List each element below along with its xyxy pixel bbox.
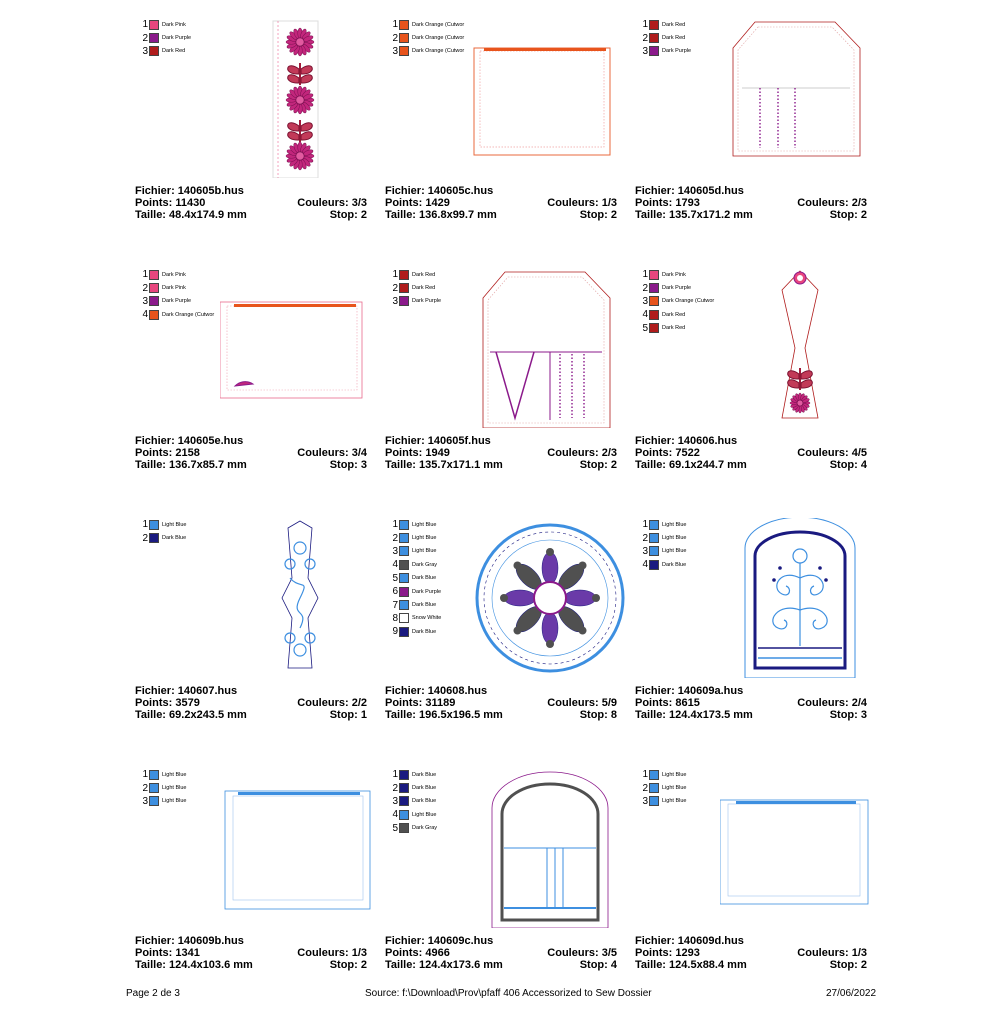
design-size: Taille: 69.2x243.5 mm bbox=[135, 708, 247, 721]
stitch-count: Points: 31189 bbox=[385, 696, 456, 709]
design-preview bbox=[720, 518, 880, 678]
color-swatch bbox=[649, 270, 659, 280]
color-number: 5 bbox=[642, 322, 648, 334]
design-cell bbox=[135, 768, 380, 1018]
design-info bbox=[385, 686, 617, 721]
color-count: Couleurs: 3/5 bbox=[547, 946, 617, 959]
color-number: 2 bbox=[392, 282, 398, 294]
stitch-count: Points: 11430 bbox=[135, 196, 206, 209]
design-cell bbox=[635, 268, 880, 518]
color-name: Dark Red bbox=[412, 271, 436, 278]
color-name: Light Blue bbox=[662, 798, 687, 805]
print-date: 27/06/2022 bbox=[826, 988, 877, 999]
color-number: 6 bbox=[392, 586, 398, 598]
stop-count: Stop: 4 bbox=[829, 458, 867, 471]
color-number: 3 bbox=[392, 795, 398, 807]
color-swatch bbox=[149, 296, 159, 306]
color-swatch bbox=[149, 33, 159, 43]
color-swatch bbox=[399, 573, 409, 583]
color-number: 4 bbox=[642, 559, 648, 571]
color-name: Dark Purple bbox=[162, 298, 192, 305]
color-name: Dark Red bbox=[662, 311, 686, 318]
color-number: 2 bbox=[392, 782, 398, 794]
color-swatch bbox=[399, 20, 409, 30]
design-preview bbox=[470, 268, 630, 428]
color-swatch bbox=[649, 323, 659, 333]
stitch-count: Points: 4966 bbox=[385, 946, 450, 959]
color-swatch bbox=[399, 546, 409, 556]
color-number: 4 bbox=[392, 809, 398, 821]
design-info bbox=[385, 436, 617, 471]
stitch-count: Points: 1793 bbox=[635, 196, 700, 209]
color-number: 4 bbox=[392, 559, 398, 571]
design-info bbox=[135, 936, 367, 971]
color-number: 4 bbox=[642, 309, 648, 321]
color-name: Dark Blue bbox=[412, 575, 437, 582]
color-number: 8 bbox=[392, 612, 398, 624]
stop-count: Stop: 2 bbox=[829, 208, 867, 221]
color-name: Dark Red bbox=[662, 325, 686, 332]
color-name: Dark Red bbox=[662, 35, 686, 42]
stitch-count: Points: 3579 bbox=[135, 696, 200, 709]
color-swatch bbox=[399, 33, 409, 43]
color-number: 2 bbox=[142, 532, 148, 544]
design-info bbox=[385, 186, 617, 221]
design-info bbox=[135, 686, 367, 721]
color-swatch bbox=[399, 296, 409, 306]
color-name: Light Blue bbox=[162, 521, 187, 528]
color-swatch bbox=[149, 783, 159, 793]
stitch-count: Points: 1293 bbox=[635, 946, 700, 959]
color-name: Dark Orange (Cutwor bbox=[412, 48, 465, 55]
file-name: Fichier: 140605e.hus bbox=[135, 435, 244, 447]
color-swatch bbox=[649, 33, 659, 43]
color-swatch bbox=[649, 520, 659, 530]
design-info bbox=[385, 936, 617, 971]
color-swatch bbox=[149, 520, 159, 530]
design-preview bbox=[470, 768, 630, 928]
color-number: 1 bbox=[642, 269, 648, 281]
design-size: Taille: 196.5x196.5 mm bbox=[385, 708, 503, 721]
color-count: Couleurs: 2/3 bbox=[797, 196, 867, 209]
color-swatch bbox=[649, 310, 659, 320]
color-swatch bbox=[399, 823, 409, 833]
color-number: 1 bbox=[392, 19, 398, 31]
design-info bbox=[135, 186, 367, 221]
color-number: 5 bbox=[392, 572, 398, 584]
color-name: Dark Red bbox=[662, 21, 686, 28]
design-cell bbox=[385, 268, 630, 518]
color-name: Dark Blue bbox=[412, 628, 437, 635]
color-swatch bbox=[149, 20, 159, 30]
color-count: Couleurs: 1/3 bbox=[297, 946, 367, 959]
design-info bbox=[635, 186, 867, 221]
color-name: Light Blue bbox=[412, 535, 437, 542]
color-swatch bbox=[399, 46, 409, 56]
color-name: Dark Orange (Cutwor bbox=[412, 35, 465, 42]
design-cell bbox=[635, 518, 880, 768]
color-count: Couleurs: 2/2 bbox=[297, 696, 367, 709]
design-size: Taille: 48.4x174.9 mm bbox=[135, 208, 247, 221]
file-name: Fichier: 140606.hus bbox=[635, 435, 738, 447]
color-swatch bbox=[399, 560, 409, 570]
color-swatch bbox=[649, 546, 659, 556]
color-name: Dark Orange (Cutwor bbox=[662, 298, 715, 305]
color-number: 3 bbox=[142, 45, 148, 57]
color-swatch bbox=[649, 20, 659, 30]
color-number: 1 bbox=[642, 769, 648, 781]
color-name: Light Blue bbox=[162, 785, 187, 792]
color-number: 1 bbox=[142, 769, 148, 781]
color-name: Dark Purple bbox=[662, 285, 692, 292]
color-number: 4 bbox=[142, 309, 148, 321]
color-name: Light Blue bbox=[162, 798, 187, 805]
design-size: Taille: 135.7x171.1 mm bbox=[385, 458, 503, 471]
file-name: Fichier: 140605f.hus bbox=[385, 435, 491, 447]
color-swatch bbox=[649, 296, 659, 306]
page-number: Page 2 de 3 bbox=[126, 988, 180, 999]
color-number: 2 bbox=[392, 32, 398, 44]
color-number: 3 bbox=[642, 545, 648, 557]
design-size: Taille: 136.7x85.7 mm bbox=[135, 458, 247, 471]
color-number: 1 bbox=[392, 519, 398, 531]
design-info bbox=[135, 436, 367, 471]
stop-count: Stop: 8 bbox=[579, 708, 617, 721]
color-swatch bbox=[649, 770, 659, 780]
color-swatch bbox=[649, 560, 659, 570]
color-number: 2 bbox=[642, 32, 648, 44]
color-number: 2 bbox=[142, 282, 148, 294]
color-swatch bbox=[399, 627, 409, 637]
stop-count: Stop: 1 bbox=[329, 708, 367, 721]
design-cell bbox=[635, 768, 880, 1018]
color-swatch bbox=[149, 796, 159, 806]
color-name: Light Blue bbox=[412, 548, 437, 555]
color-count: Couleurs: 3/3 bbox=[297, 196, 367, 209]
color-count: Couleurs: 5/9 bbox=[547, 696, 617, 709]
design-preview bbox=[720, 18, 880, 178]
stitch-count: Points: 7522 bbox=[635, 446, 700, 459]
color-name: Dark Pink bbox=[162, 271, 186, 278]
stitch-count: Points: 8615 bbox=[635, 696, 700, 709]
color-swatch bbox=[149, 533, 159, 543]
color-number: 2 bbox=[642, 782, 648, 794]
design-cell bbox=[385, 518, 630, 768]
color-number: 9 bbox=[392, 626, 398, 638]
design-size: Taille: 136.8x99.7 mm bbox=[385, 208, 497, 221]
stop-count: Stop: 2 bbox=[579, 458, 617, 471]
color-name: Dark Purple bbox=[412, 298, 442, 305]
color-number: 1 bbox=[142, 519, 148, 531]
color-number: 3 bbox=[642, 795, 648, 807]
color-number: 1 bbox=[392, 769, 398, 781]
design-cell bbox=[385, 18, 630, 268]
color-count: Couleurs: 3/4 bbox=[297, 446, 367, 459]
color-swatch bbox=[399, 600, 409, 610]
color-count: Couleurs: 1/3 bbox=[797, 946, 867, 959]
color-number: 3 bbox=[142, 295, 148, 307]
color-number: 2 bbox=[642, 532, 648, 544]
color-count: Couleurs: 1/3 bbox=[547, 196, 617, 209]
design-cell bbox=[135, 18, 380, 268]
design-cell bbox=[135, 268, 380, 518]
color-swatch bbox=[399, 783, 409, 793]
stitch-count: Points: 1429 bbox=[385, 196, 450, 209]
file-name: Fichier: 140608.hus bbox=[385, 685, 488, 697]
color-number: 1 bbox=[142, 19, 148, 31]
design-size: Taille: 124.4x173.5 mm bbox=[635, 708, 753, 721]
color-swatch bbox=[649, 796, 659, 806]
design-size: Taille: 124.4x103.6 mm bbox=[135, 958, 253, 971]
color-name: Light Blue bbox=[662, 785, 687, 792]
color-number: 2 bbox=[392, 532, 398, 544]
source-path: Source: f:\Download\Prov\pfaff 406 Accessorized to Sew Dossier bbox=[365, 988, 652, 999]
stop-count: Stop: 2 bbox=[579, 208, 617, 221]
color-name: Light Blue bbox=[662, 548, 687, 555]
design-size: Taille: 135.7x171.2 mm bbox=[635, 208, 753, 221]
color-swatch bbox=[399, 270, 409, 280]
color-number: 1 bbox=[642, 519, 648, 531]
design-info bbox=[635, 936, 867, 971]
color-name: Dark Purple bbox=[662, 48, 692, 55]
color-swatch bbox=[649, 46, 659, 56]
color-swatch bbox=[149, 270, 159, 280]
design-cell bbox=[135, 518, 380, 768]
color-swatch bbox=[149, 283, 159, 293]
color-name: Dark Blue bbox=[412, 771, 437, 778]
color-name: Light Blue bbox=[162, 771, 187, 778]
design-preview bbox=[470, 518, 630, 678]
design-preview bbox=[220, 518, 380, 678]
file-name: Fichier: 140609d.hus bbox=[635, 935, 744, 947]
design-cell bbox=[385, 768, 630, 1018]
file-name: Fichier: 140609b.hus bbox=[135, 935, 244, 947]
file-name: Fichier: 140609a.hus bbox=[635, 685, 744, 697]
color-name: Dark Blue bbox=[412, 785, 437, 792]
stop-count: Stop: 2 bbox=[329, 208, 367, 221]
design-size: Taille: 124.4x173.6 mm bbox=[385, 958, 503, 971]
file-name: Fichier: 140605b.hus bbox=[135, 185, 244, 197]
stitch-count: Points: 1341 bbox=[135, 946, 200, 959]
color-name: Dark Blue bbox=[662, 561, 687, 568]
color-name: Dark Blue bbox=[412, 798, 437, 805]
color-swatch bbox=[649, 783, 659, 793]
color-swatch bbox=[399, 283, 409, 293]
design-cell bbox=[635, 18, 880, 268]
file-name: Fichier: 140605d.hus bbox=[635, 185, 744, 197]
color-count: Couleurs: 2/4 bbox=[797, 696, 867, 709]
color-number: 3 bbox=[392, 45, 398, 57]
stop-count: Stop: 2 bbox=[329, 958, 367, 971]
design-preview bbox=[220, 18, 380, 178]
color-swatch bbox=[149, 770, 159, 780]
color-number: 5 bbox=[392, 822, 398, 834]
color-swatch bbox=[399, 770, 409, 780]
color-number: 2 bbox=[142, 782, 148, 794]
color-name: Dark Blue bbox=[412, 602, 437, 609]
color-count: Couleurs: 4/5 bbox=[797, 446, 867, 459]
color-name: Dark Red bbox=[162, 48, 186, 55]
stop-count: Stop: 3 bbox=[329, 458, 367, 471]
color-swatch bbox=[399, 533, 409, 543]
color-name: Dark Orange (Cutwor bbox=[412, 21, 465, 28]
color-number: 1 bbox=[642, 19, 648, 31]
color-swatch bbox=[399, 587, 409, 597]
color-count: Couleurs: 2/3 bbox=[547, 446, 617, 459]
color-name: Dark Gray bbox=[412, 825, 438, 832]
color-name: Light Blue bbox=[412, 521, 437, 528]
stop-count: Stop: 4 bbox=[579, 958, 617, 971]
color-name: Dark Pink bbox=[162, 285, 186, 292]
color-name: Light Blue bbox=[662, 521, 687, 528]
color-name: Dark Orange (Cutwor bbox=[162, 311, 215, 318]
design-preview bbox=[470, 18, 630, 178]
design-preview bbox=[720, 768, 880, 928]
color-swatch bbox=[399, 810, 409, 820]
color-number: 2 bbox=[142, 32, 148, 44]
file-name: Fichier: 140605c.hus bbox=[385, 185, 494, 197]
color-name: Snow White bbox=[412, 615, 442, 622]
stitch-count: Points: 2158 bbox=[135, 446, 200, 459]
color-name: Light Blue bbox=[412, 811, 437, 818]
color-name: Light Blue bbox=[662, 771, 687, 778]
stitch-count: Points: 1949 bbox=[385, 446, 450, 459]
color-number: 1 bbox=[392, 269, 398, 281]
design-size: Taille: 124.5x88.4 mm bbox=[635, 958, 747, 971]
color-swatch bbox=[649, 533, 659, 543]
color-name: Dark Gray bbox=[412, 561, 438, 568]
stop-count: Stop: 2 bbox=[829, 958, 867, 971]
color-swatch bbox=[149, 46, 159, 56]
file-name: Fichier: 140607.hus bbox=[135, 685, 238, 697]
color-number: 7 bbox=[392, 599, 398, 611]
color-name: Light Blue bbox=[662, 535, 687, 542]
stop-count: Stop: 3 bbox=[829, 708, 867, 721]
color-number: 1 bbox=[142, 269, 148, 281]
color-number: 3 bbox=[642, 45, 648, 57]
color-swatch bbox=[399, 613, 409, 623]
design-info bbox=[635, 686, 867, 721]
design-preview bbox=[220, 268, 380, 428]
color-name: Dark Pink bbox=[662, 271, 686, 278]
color-name: Dark Purple bbox=[162, 35, 192, 42]
color-name: Dark Red bbox=[412, 285, 436, 292]
color-number: 3 bbox=[642, 295, 648, 307]
color-number: 3 bbox=[142, 795, 148, 807]
color-name: Dark Purple bbox=[412, 588, 442, 595]
color-name: Dark Blue bbox=[162, 535, 187, 542]
color-swatch bbox=[399, 796, 409, 806]
color-number: 3 bbox=[392, 545, 398, 557]
file-name: Fichier: 140609c.hus bbox=[385, 935, 494, 947]
color-number: 2 bbox=[642, 282, 648, 294]
color-name: Dark Pink bbox=[162, 21, 186, 28]
design-preview bbox=[220, 768, 380, 928]
color-number: 3 bbox=[392, 295, 398, 307]
color-swatch bbox=[149, 310, 159, 320]
color-swatch bbox=[649, 283, 659, 293]
color-swatch bbox=[399, 520, 409, 530]
design-preview bbox=[720, 268, 880, 428]
design-info bbox=[635, 436, 867, 471]
design-size: Taille: 69.1x244.7 mm bbox=[635, 458, 747, 471]
